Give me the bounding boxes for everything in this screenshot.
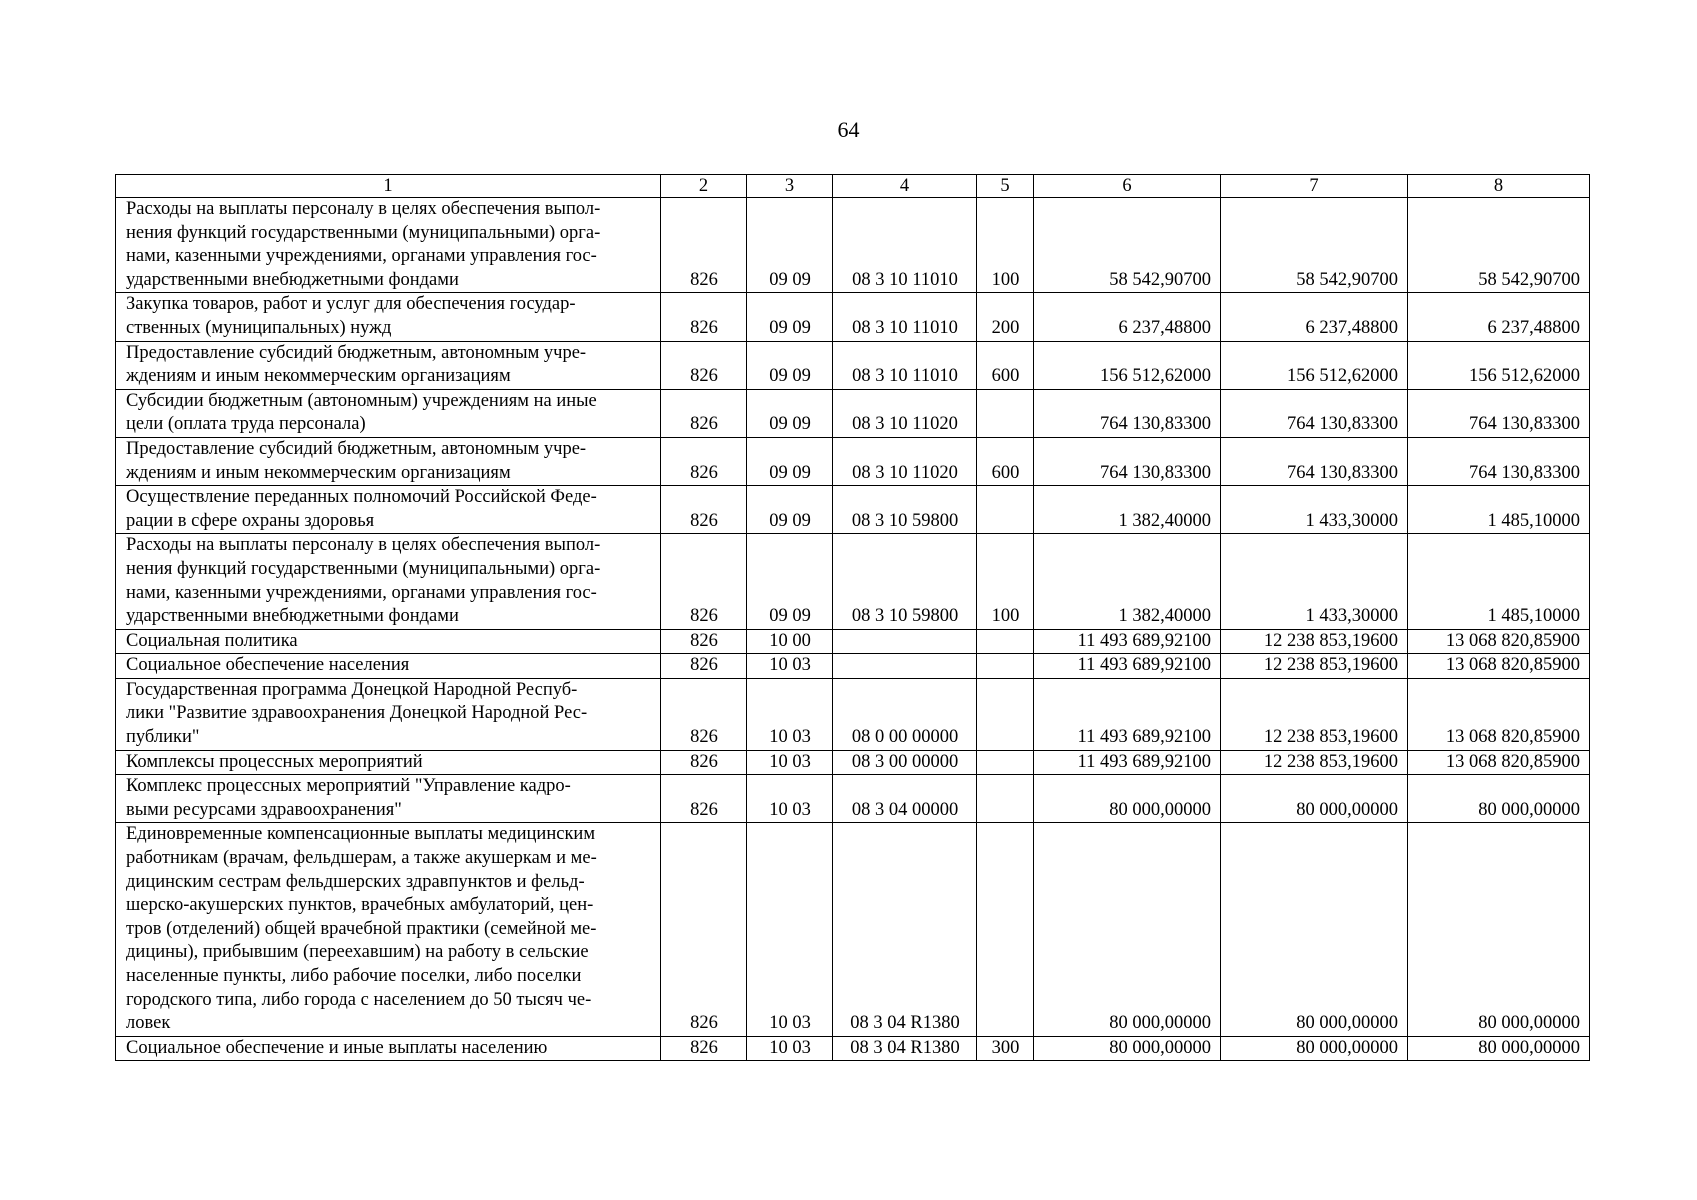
- amount-col6-cell: 6 237,48800: [1034, 293, 1221, 341]
- column-header: 4: [833, 175, 977, 198]
- description-line: дицинским сестрам фельдшерских здравпунктов и фельд-: [126, 871, 585, 892]
- chapter-code-cell: 826: [661, 629, 747, 654]
- table-row: [116, 654, 1590, 679]
- table-row: [116, 534, 1590, 629]
- amount-col7-cell: 1 433,30000: [1221, 534, 1408, 629]
- description-cell: [116, 775, 661, 823]
- table-body: [116, 198, 1590, 1061]
- description-line: дицины), прибывшим (переехавшим) на работу в сельские: [126, 942, 589, 963]
- amount-col8-cell: 13 068 820,85900: [1408, 629, 1590, 654]
- description-line: цели (оплата труда персонала): [126, 414, 366, 435]
- column-header: 5: [977, 175, 1034, 198]
- description-line: Социальное обеспечение и иные выплаты населению: [126, 1037, 548, 1058]
- description-line: ударственными внебюджетными фондами: [126, 269, 459, 290]
- amount-col8-cell: 13 068 820,85900: [1408, 750, 1590, 775]
- page-number: 64: [837, 117, 860, 142]
- chapter-code-cell: 826: [661, 293, 747, 341]
- description-cell: [116, 486, 661, 534]
- amount-col7-cell: 12 238 853,19600: [1221, 654, 1408, 679]
- description-cell: [116, 823, 661, 1036]
- chapter-code-cell: 826: [661, 437, 747, 485]
- description-cell: [116, 750, 661, 775]
- description-line: ждениям и иным некоммерческим организациям: [126, 366, 511, 387]
- table-row: [116, 629, 1590, 654]
- amount-col8-cell: 13 068 820,85900: [1408, 678, 1590, 750]
- column-header: 2: [661, 175, 747, 198]
- table-row: [116, 437, 1590, 485]
- table-row: [116, 1036, 1590, 1061]
- section-code-cell: 10 03: [747, 678, 833, 750]
- expense-type-cell: [977, 654, 1034, 679]
- amount-col7-cell: 12 238 853,19600: [1221, 678, 1408, 750]
- expense-type-cell: 200: [977, 293, 1034, 341]
- amount-col8-cell: 1 485,10000: [1408, 486, 1590, 534]
- description-line: Социальная политика: [126, 630, 298, 651]
- amount-col8-cell: 156 512,62000: [1408, 341, 1590, 389]
- target-article-cell: 08 3 10 11010: [833, 293, 977, 341]
- description-cell: [116, 678, 661, 750]
- amount-col6-cell: 80 000,00000: [1034, 823, 1221, 1036]
- description-cell: [116, 534, 661, 629]
- amount-col6-cell: 764 130,83300: [1034, 437, 1221, 485]
- table-row: [116, 341, 1590, 389]
- column-header: 6: [1034, 175, 1221, 198]
- amount-col7-cell: 764 130,83300: [1221, 389, 1408, 437]
- expense-type-cell: 100: [977, 198, 1034, 293]
- table-row: [116, 678, 1590, 750]
- description-line: Расходы на выплаты персоналу в целях обеспечения выпол-: [126, 199, 601, 219]
- section-code-cell: 09 09: [747, 437, 833, 485]
- chapter-code-cell: 826: [661, 389, 747, 437]
- table-row: [116, 293, 1590, 341]
- description-cell: [116, 293, 661, 341]
- table-row: [116, 198, 1590, 293]
- description-line: нами, казенными учреждениями, органами управления гос-: [126, 246, 597, 267]
- section-code-cell: 10 03: [747, 823, 833, 1036]
- column-header: 1: [116, 175, 661, 198]
- column-header: 3: [747, 175, 833, 198]
- chapter-code-cell: 826: [661, 534, 747, 629]
- description-line: нения функций государственными (муниципальными) орга-: [126, 558, 601, 579]
- amount-col6-cell: 11 493 689,92100: [1034, 678, 1221, 750]
- description-line: населенные пункты, либо рабочие поселки, либо поселки: [126, 966, 582, 986]
- expense-type-cell: [977, 486, 1034, 534]
- description-cell: [116, 341, 661, 389]
- amount-col6-cell: 11 493 689,92100: [1034, 629, 1221, 654]
- chapter-code-cell: 826: [661, 654, 747, 679]
- expense-type-cell: [977, 629, 1034, 654]
- amount-col6-cell: 1 382,40000: [1034, 534, 1221, 629]
- amount-col6-cell: 80 000,00000: [1034, 1036, 1221, 1061]
- section-code-cell: 10 03: [747, 750, 833, 775]
- description-line: работникам (врачам, фельдшерам, а также акушеркам и ме-: [126, 848, 597, 869]
- description-line: нения функций государственными (муниципальными) орга-: [126, 222, 601, 243]
- chapter-code-cell: 826: [661, 198, 747, 293]
- expense-type-cell: 600: [977, 341, 1034, 389]
- target-article-cell: [833, 629, 977, 654]
- table-header-row: [116, 175, 1590, 198]
- description-cell: [116, 654, 661, 679]
- amount-col7-cell: 80 000,00000: [1221, 1036, 1408, 1061]
- description-line: ударственными внебюджетными фондами: [126, 606, 459, 627]
- target-article-cell: 08 3 10 59800: [833, 486, 977, 534]
- expense-type-cell: 600: [977, 437, 1034, 485]
- section-code-cell: 09 09: [747, 486, 833, 534]
- target-article-cell: 08 0 00 00000: [833, 678, 977, 750]
- table-row: [116, 775, 1590, 823]
- description-cell: [116, 198, 661, 293]
- amount-col8-cell: 1 485,10000: [1408, 534, 1590, 629]
- description-line: Комплекс процессных мероприятий "Управление кадро-: [126, 776, 571, 797]
- chapter-code-cell: 826: [661, 341, 747, 389]
- amount-col7-cell: 80 000,00000: [1221, 823, 1408, 1036]
- table-row: [116, 750, 1590, 775]
- expense-type-cell: [977, 678, 1034, 750]
- target-article-cell: 08 3 04 00000: [833, 775, 977, 823]
- description-line: Субсидии бюджетным (автономным) учреждениям на иные: [126, 390, 597, 411]
- expense-type-cell: [977, 823, 1034, 1036]
- amount-col8-cell: 80 000,00000: [1408, 823, 1590, 1036]
- description-line: Предоставление субсидий бюджетным, автономным учре-: [126, 438, 587, 459]
- table-row: [116, 486, 1590, 534]
- amount-col7-cell: 58 542,90700: [1221, 198, 1408, 293]
- expense-type-cell: [977, 750, 1034, 775]
- amount-col8-cell: 13 068 820,85900: [1408, 654, 1590, 679]
- section-code-cell: 10 03: [747, 654, 833, 679]
- target-article-cell: 08 3 04 R1380: [833, 823, 977, 1036]
- description-line: шерско-акушерских пунктов, врачебных амбулаторий, цен-: [126, 895, 594, 916]
- budget-table: [115, 174, 1590, 1061]
- description-line: Закупка товаров, работ и услуг для обеспечения государ-: [126, 294, 576, 315]
- amount-col6-cell: 156 512,62000: [1034, 341, 1221, 389]
- section-code-cell: 09 09: [747, 534, 833, 629]
- column-header: 7: [1221, 175, 1408, 198]
- target-article-cell: 08 3 10 11010: [833, 341, 977, 389]
- amount-col7-cell: 156 512,62000: [1221, 341, 1408, 389]
- chapter-code-cell: 826: [661, 823, 747, 1036]
- table-row: [116, 823, 1590, 1036]
- expense-type-cell: 100: [977, 534, 1034, 629]
- amount-col6-cell: 80 000,00000: [1034, 775, 1221, 823]
- description-line: городского типа, либо города с населением до 50 тысяч че-: [126, 989, 592, 1010]
- description-line: выми ресурсами здравоохранения": [126, 799, 402, 820]
- amount-col7-cell: 1 433,30000: [1221, 486, 1408, 534]
- description-line: Социальное обеспечение населения: [126, 655, 410, 676]
- description-line: ловек: [126, 1013, 171, 1034]
- target-article-cell: [833, 654, 977, 679]
- amount-col6-cell: 764 130,83300: [1034, 389, 1221, 437]
- description-line: Предоставление субсидий бюджетным, автономным учре-: [126, 342, 587, 363]
- chapter-code-cell: 826: [661, 486, 747, 534]
- target-article-cell: 08 3 10 59800: [833, 534, 977, 629]
- chapter-code-cell: 826: [661, 750, 747, 775]
- target-article-cell: 08 3 10 11010: [833, 198, 977, 293]
- description-cell: [116, 1036, 661, 1061]
- section-code-cell: 10 03: [747, 775, 833, 823]
- amount-col7-cell: 12 238 853,19600: [1221, 629, 1408, 654]
- amount-col8-cell: 764 130,83300: [1408, 437, 1590, 485]
- expense-type-cell: [977, 389, 1034, 437]
- description-line: тров (отделений) общей врачебной практики (семейной ме-: [126, 918, 597, 939]
- description-line: Расходы на выплаты персоналу в целях обеспечения выпол-: [126, 535, 601, 556]
- amount-col8-cell: 80 000,00000: [1408, 775, 1590, 823]
- target-article-cell: 08 3 10 11020: [833, 389, 977, 437]
- description-line: ждениям и иным некоммерческим организациям: [126, 462, 511, 483]
- target-article-cell: 08 3 00 00000: [833, 750, 977, 775]
- section-code-cell: 09 09: [747, 389, 833, 437]
- description-line: рации в сфере охраны здоровья: [126, 510, 375, 531]
- table-row: [116, 389, 1590, 437]
- description-cell: [116, 629, 661, 654]
- description-line: Комплексы процессных мероприятий: [126, 751, 423, 772]
- description-line: нами, казенными учреждениями, органами управления гос-: [126, 582, 597, 603]
- description-cell: [116, 437, 661, 485]
- amount-col7-cell: 80 000,00000: [1221, 775, 1408, 823]
- section-code-cell: 10 03: [747, 1036, 833, 1061]
- target-article-cell: 08 3 04 R1380: [833, 1036, 977, 1061]
- description-cell: [116, 389, 661, 437]
- amount-col8-cell: 80 000,00000: [1408, 1036, 1590, 1061]
- amount-col6-cell: 11 493 689,92100: [1034, 654, 1221, 679]
- section-code-cell: 09 09: [747, 293, 833, 341]
- target-article-cell: 08 3 10 11020: [833, 437, 977, 485]
- amount-col7-cell: 12 238 853,19600: [1221, 750, 1408, 775]
- expense-type-cell: 300: [977, 1036, 1034, 1061]
- column-header: 8: [1408, 175, 1590, 198]
- description-line: Осуществление переданных полномочий Российской Феде-: [126, 487, 597, 508]
- amount-col7-cell: 6 237,48800: [1221, 293, 1408, 341]
- section-code-cell: 09 09: [747, 198, 833, 293]
- chapter-code-cell: 826: [661, 678, 747, 750]
- amount-col6-cell: 58 542,90700: [1034, 198, 1221, 293]
- amount-col6-cell: 11 493 689,92100: [1034, 750, 1221, 775]
- amount-col8-cell: 58 542,90700: [1408, 198, 1590, 293]
- description-line: публики": [126, 727, 200, 748]
- section-code-cell: 10 00: [747, 629, 833, 654]
- description-line: Государственная программа Донецкой Народной Респуб-: [126, 679, 578, 700]
- description-line: ственных (муниципальных) нужд: [126, 317, 392, 338]
- section-code-cell: 09 09: [747, 341, 833, 389]
- description-line: лики "Развитие здравоохранения Донецкой Народной Рес-: [126, 703, 588, 724]
- description-line: Единовременные компенсационные выплаты медицинским: [126, 824, 596, 845]
- amount-col8-cell: 6 237,48800: [1408, 293, 1590, 341]
- expense-type-cell: [977, 775, 1034, 823]
- amount-col8-cell: 764 130,83300: [1408, 389, 1590, 437]
- amount-col7-cell: 764 130,83300: [1221, 437, 1408, 485]
- amount-col6-cell: 1 382,40000: [1034, 486, 1221, 534]
- chapter-code-cell: 826: [661, 775, 747, 823]
- chapter-code-cell: 826: [661, 1036, 747, 1061]
